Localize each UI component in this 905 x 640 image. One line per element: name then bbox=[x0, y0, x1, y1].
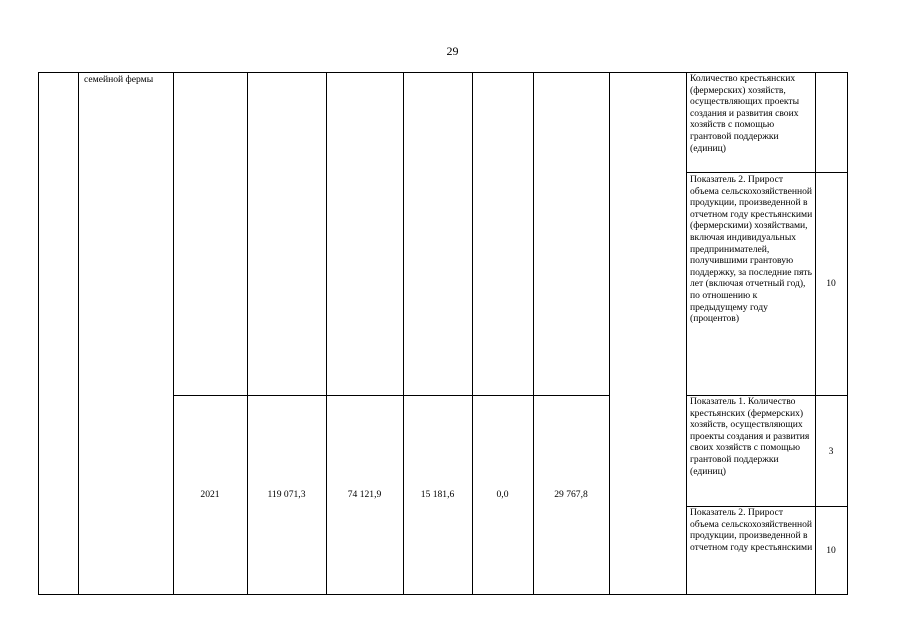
col-line-5 bbox=[326, 72, 327, 595]
year-cell: 2021 bbox=[200, 489, 220, 500]
regional-value-cell: 15 181,6 bbox=[420, 489, 455, 500]
indicator-divider-1 bbox=[686, 172, 847, 173]
indicator-value: 3 bbox=[828, 446, 834, 457]
col-line-8 bbox=[533, 72, 534, 595]
col-line-6 bbox=[403, 72, 404, 595]
col-line-2 bbox=[78, 72, 79, 595]
col-line-11 bbox=[815, 72, 816, 595]
col-line-12 bbox=[847, 72, 848, 595]
col-line-1 bbox=[38, 72, 39, 595]
indicator-text: Показатель 1. Количество крестьянских (фермерских) хозяйств, осуществляющих проекты создания и развития своих хозяйств с помощью грантовой поддержки (единиц) bbox=[690, 396, 810, 477]
federal-value-cell: 74 121,9 bbox=[347, 489, 382, 500]
col-line-7 bbox=[472, 72, 473, 595]
indicator-value: 10 bbox=[826, 545, 836, 556]
col-line-10 bbox=[686, 72, 687, 595]
event-name-cell: семейной фермы bbox=[84, 74, 154, 85]
indicator-text: Количество крестьянских (фермерских) хозяйств, осуществляющих проекты создания и развития своих хозяйств с помощью грантовой поддержки (единиц) bbox=[690, 73, 800, 154]
page-number: 29 bbox=[446, 44, 459, 58]
col-line-9 bbox=[609, 72, 610, 595]
col-line-4 bbox=[247, 72, 248, 595]
row-divider-2021 bbox=[173, 395, 610, 396]
table-bottom-border bbox=[38, 594, 847, 595]
col-line-3 bbox=[173, 72, 174, 595]
indicator-value: 10 bbox=[826, 278, 836, 289]
local-value-cell: 0,0 bbox=[496, 489, 509, 500]
total-value-cell: 119 071,3 bbox=[267, 489, 306, 500]
indicator-text: Показатель 2. Прирост объема сельскохозяйственной продукции, произведенной в отчетном году крестьянскими bbox=[690, 507, 813, 553]
indicator-text: Показатель 2. Прирост объема сельскохозяйственной продукции, произведенной в отчетном году крестьянскими (фермерскими) хозяйствами, включая индивидуальных предпринимателей, получившими грантовую поддержку, за последние пять лет (включая отчетный год), по отношению к предыдущему году (процентов) bbox=[690, 174, 813, 325]
extrabudgetary-value-cell: 29 767,8 bbox=[554, 489, 588, 500]
